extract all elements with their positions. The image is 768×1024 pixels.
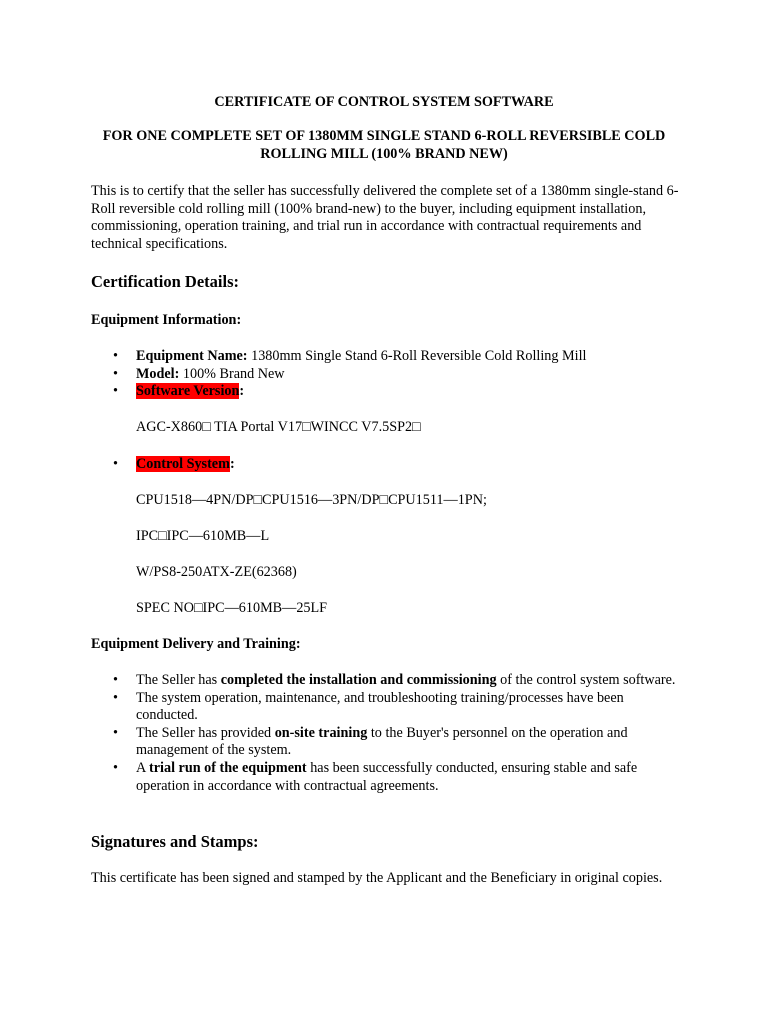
- delivery-training-heading: Equipment Delivery and Training:: [91, 636, 301, 652]
- software-version-value: AGC-X860□ TIA Portal V17□WINCC V7.5SP2□: [136, 419, 421, 435]
- item-text: The system operation, maintenance, and troubleshooting training/processes have been conducted.: [136, 689, 624, 724]
- list-item: [91, 366, 681, 384]
- item-text: The Seller has provided: [136, 724, 275, 741]
- list-item: [91, 383, 681, 401]
- list-item: [91, 760, 681, 795]
- equipment-info-list: [91, 348, 681, 401]
- list-item: [91, 672, 681, 690]
- software-version-label: Software Version: [136, 383, 240, 400]
- item-text: of the control system software.: [496, 672, 676, 688]
- control-system-label: Control System: [136, 456, 230, 472]
- item-text: A: [136, 759, 150, 776]
- item-emphasis: trial run of the equipment: [149, 759, 307, 776]
- control-system-line: IPC□IPC—610MB—L: [136, 528, 270, 544]
- model-label: Model:: [136, 365, 180, 382]
- item-text: The Seller has: [136, 672, 221, 688]
- item-emphasis: on-site training: [274, 724, 368, 741]
- delivery-list: [91, 672, 681, 795]
- document-title: CERTIFICATE OF CONTROL SYSTEM SOFTWARE: [214, 94, 554, 110]
- document-subtitle: FOR ONE COMPLETE SET OF 1380MM SINGLE STAND 6-ROLL REVERSIBLE COLD ROLLING MILL (100% BRAND NEW): [102, 128, 666, 162]
- list-item: [91, 456, 681, 474]
- list-item: [91, 725, 681, 760]
- model-value: 100% Brand New: [179, 365, 285, 382]
- control-system-list: [91, 456, 681, 474]
- control-system-line: SPEC NO□IPC—610MB—25LF: [136, 600, 328, 616]
- control-system-line: W/PS8-250ATX-ZE(62368): [136, 564, 297, 580]
- signatures-paragraph: This certificate has been signed and stamped by the Applicant and the Beneficiary in original copies.: [91, 870, 663, 886]
- equipment-information-heading: Equipment Information:: [91, 312, 242, 328]
- intro-paragraph: This is to certify that the seller has successfully delivered the complete set of a 1380mm single-stand 6-Roll reversible cold rolling mill (100% brand-new) to the buyer, including equipment installation, commissioning, operation training, and trial run in accordance with contractual requirements and technical specifications.: [91, 183, 679, 252]
- certification-details-heading: Certification Details:: [91, 272, 239, 291]
- item-emphasis: completed the installation and commissioning: [220, 672, 497, 688]
- equipment-name-label: Equipment Name:: [136, 348, 248, 364]
- list-item: [91, 690, 681, 725]
- item-text: has been successfully conducted, ensuring stable and safe operation in accordance with contractual agreements.: [136, 759, 638, 794]
- list-item: [91, 348, 681, 366]
- equipment-name-value: 1380mm Single Stand 6-Roll Reversible Cold Rolling Mill: [247, 348, 587, 364]
- signatures-heading: Signatures and Stamps:: [91, 832, 259, 851]
- item-text: to the Buyer's personnel on the operation and management of the system.: [136, 724, 628, 759]
- control-system-line: CPU1518—4PN/DP□CPU1516—3PN/DP□CPU1511—1PN;: [136, 492, 487, 508]
- software-version-colon: :: [239, 383, 245, 400]
- control-system-colon: :: [229, 456, 235, 472]
